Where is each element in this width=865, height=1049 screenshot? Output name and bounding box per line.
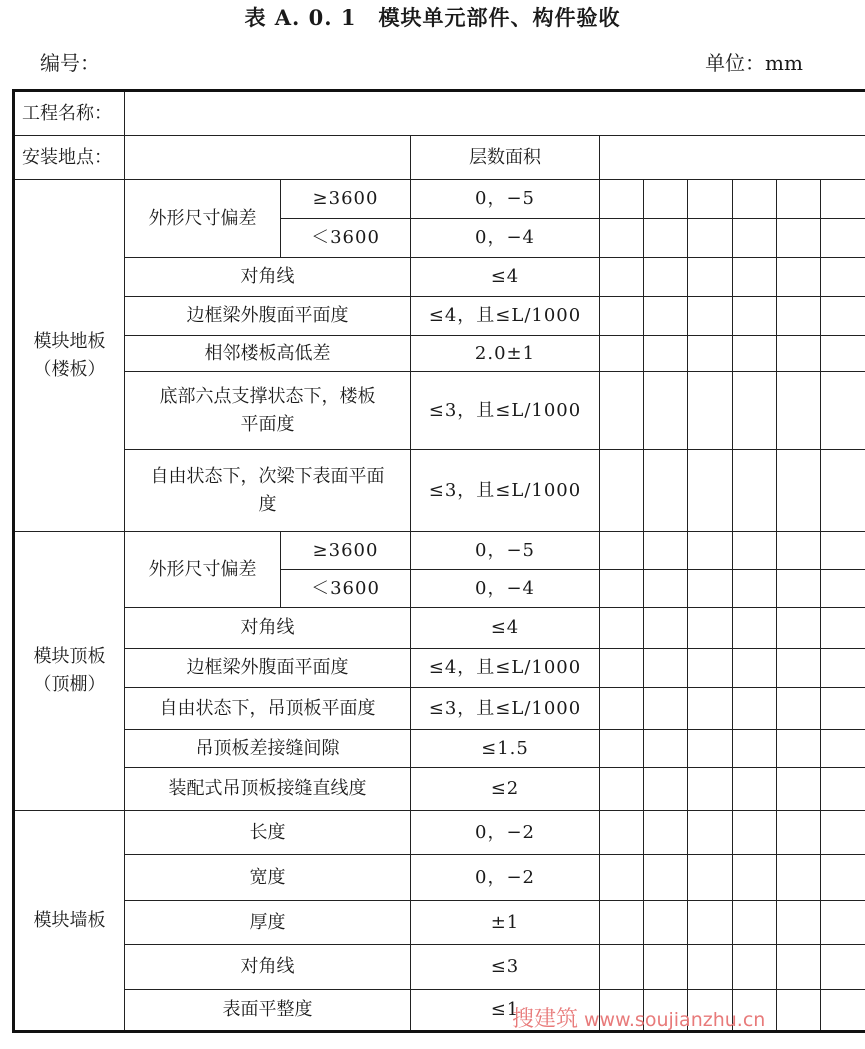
section-name: 模块墙板 — [14, 811, 125, 1032]
item-value: ≤4，且≤L/1000 — [411, 297, 600, 336]
table-row — [14, 688, 865, 730]
item-label: 底部六点支撑状态下，楼板平面度 — [125, 372, 411, 450]
table-row — [14, 180, 865, 219]
floor-area-value[interactable] — [600, 136, 865, 180]
item-label: 吊顶板差接缝间隙 — [125, 730, 411, 768]
table-row — [14, 608, 865, 649]
item-label: 自由状态下，吊顶板平面度 — [125, 688, 411, 730]
item-value: 2.0±1 — [411, 336, 600, 372]
acceptance-table — [12, 89, 865, 1033]
table-row — [14, 649, 865, 688]
location-value[interactable] — [125, 136, 411, 180]
project-name-row — [14, 91, 865, 136]
item-label: 长度 — [125, 811, 411, 855]
item-sub: ≥3600 — [281, 180, 411, 219]
table-row — [14, 258, 865, 297]
item-value: ≤3，且≤L/1000 — [411, 450, 600, 532]
table-row — [14, 730, 865, 768]
table-row — [14, 855, 865, 901]
item-value: 0，−2 — [411, 811, 600, 855]
table-title: 表 A. 0. 1 模块单元部件、构件验收 — [244, 5, 621, 30]
item-label: 边框梁外腹面平面度 — [125, 297, 411, 336]
item-value: ≤4，且≤L/1000 — [411, 649, 600, 688]
item-label: 自由状态下，次梁下表面平面度 — [125, 450, 411, 532]
watermark — [512, 1002, 765, 1033]
item-label: 厚度 — [125, 901, 411, 945]
table-row — [14, 336, 865, 372]
item-label: 对角线 — [125, 258, 411, 297]
item-value: 0，−5 — [411, 532, 600, 570]
section-name: 模块地板（楼板） — [14, 180, 125, 532]
table-row — [14, 901, 865, 945]
item-label: 对角线 — [125, 608, 411, 649]
item-value: 0，−5 — [411, 180, 600, 219]
item-label: 对角线 — [125, 945, 411, 990]
item-value: ≤1 — [411, 990, 600, 1032]
section-name: 模块顶板（顶棚） — [14, 532, 125, 811]
item-sub: ＜3600 — [281, 570, 411, 608]
item-label: 装配式吊顶板接缝直线度 — [125, 768, 411, 811]
item-value: ≤1.5 — [411, 730, 600, 768]
location-row — [14, 136, 865, 180]
item-value: 0，−4 — [411, 219, 600, 258]
item-value: 0，−4 — [411, 570, 600, 608]
table-row — [14, 768, 865, 811]
item-label: 宽度 — [125, 855, 411, 901]
item-sub: ≥3600 — [281, 532, 411, 570]
project-name-label: 工程名称： — [14, 91, 125, 136]
item-value: ≤4 — [411, 258, 600, 297]
floor-area-label: 层数面积 — [411, 136, 600, 180]
watermark-brand: 搜建筑 — [512, 1007, 579, 1032]
table-row — [14, 450, 865, 532]
project-name-value[interactable] — [125, 91, 865, 136]
item-value: ≤3，且≤L/1000 — [411, 372, 600, 450]
table-row — [14, 532, 865, 570]
item-label: 外形尺寸偏差 — [125, 180, 281, 258]
item-value: ≤4 — [411, 608, 600, 649]
table-row — [14, 297, 865, 336]
item-value: ≤2 — [411, 768, 600, 811]
table-row — [14, 811, 865, 855]
item-label: 表面平整度 — [125, 990, 411, 1032]
unit-label: 单位：mm — [705, 51, 803, 75]
item-label: 相邻楼板高低差 — [125, 336, 411, 372]
item-value: ≤3 — [411, 945, 600, 990]
item-value: ≤3，且≤L/1000 — [411, 688, 600, 730]
location-label: 安装地点： — [14, 136, 125, 180]
table-row — [14, 945, 865, 990]
item-label: 外形尺寸偏差 — [125, 532, 281, 608]
table-row — [14, 372, 865, 450]
serial-number-label: 编号： — [40, 51, 100, 75]
item-value: ±1 — [411, 901, 600, 945]
watermark-url: www.soujianzhu.cn — [584, 1009, 766, 1031]
item-label: 边框梁外腹面平面度 — [125, 649, 411, 688]
item-sub: ＜3600 — [281, 219, 411, 258]
item-value: 0，−2 — [411, 855, 600, 901]
